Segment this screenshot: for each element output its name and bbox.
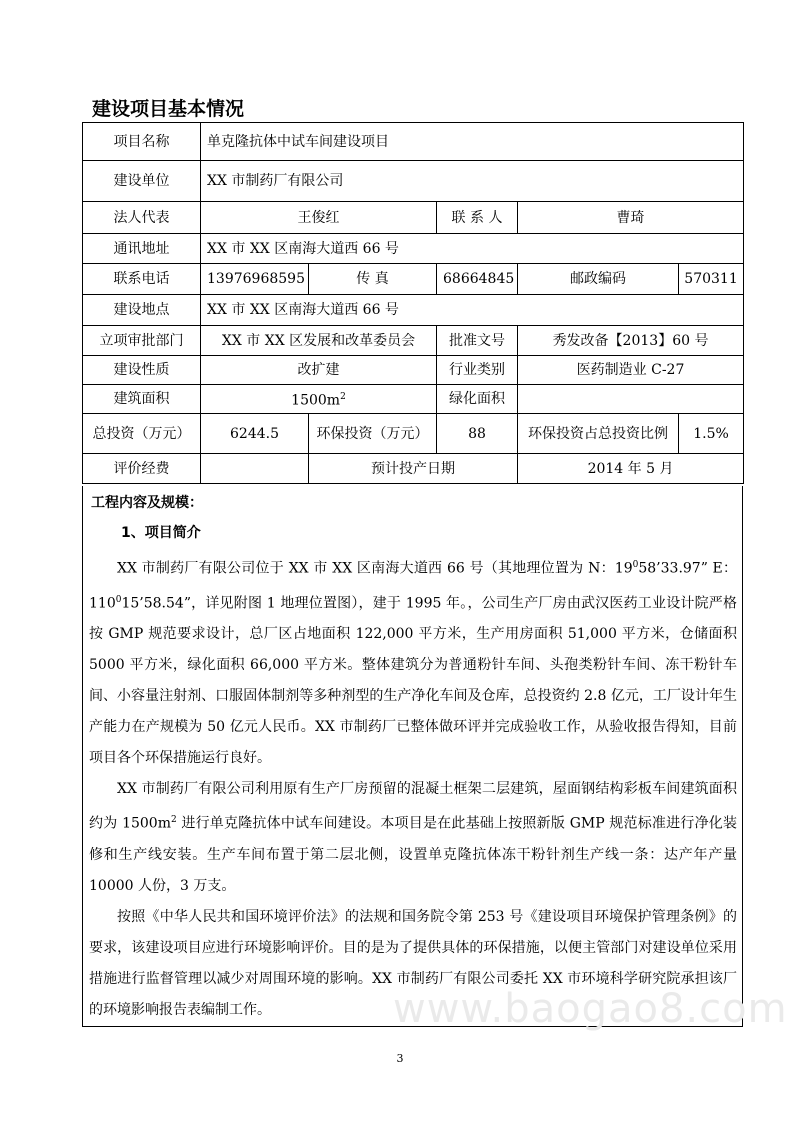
- env-invest-label: 环保投资（万元）: [309, 414, 437, 454]
- approval-dept-label: 立项审批部门: [83, 326, 201, 356]
- industry-label: 行业类别: [437, 356, 518, 385]
- production-date-value: 2014 年 5 月: [518, 454, 744, 484]
- fax-label: 传 真: [309, 264, 437, 295]
- fax-value: 68664845: [437, 264, 518, 295]
- approval-doc-label: 批准文号: [437, 326, 518, 356]
- builder-value: XX 市制药厂有限公司: [201, 161, 744, 202]
- site-label: 建设地点: [83, 295, 201, 326]
- builder-label: 建设单位: [83, 161, 201, 202]
- watermark: www.baogao8.com: [393, 986, 788, 1032]
- project-name-label: 项目名称: [83, 123, 201, 161]
- paragraph-1: XX 市制药厂有限公司位于 XX 市 XX 区南海大道西 66 号（其地理位置为 N：$19^058’33.97$” E：$110^015’58.54$”，详见附图 1 地理位置图），建于 1995 年。，公司生产厂房由武汉医药工业设计院严格按 GMP 规范要求设计，总厂区占地面积 122,000 平方米，生产用房面积 51,000 平方米，仓储面积 5000 平方米，绿化面积 66,000 平方米。整体建筑分为普通粉针车间、头孢类粉针车间、冻干粉针车间、小容量注射剂、口服固体制剂等多种剂型的生产净化车间及仓库，总投资约 2.8 亿元，工厂设计年生产能力在产规模为 50 亿元人民币。XX 市制药厂已整体做环评并完成验收工作，从验收报告得知，目前项目各个环保措施运行良好。: [89, 560, 738, 767]
- total-invest-label: 总投资（万元）: [83, 414, 201, 454]
- paragraph-2: XX 市制药厂有限公司利用原有生产厂房预留的混凝土框架二层建筑，屋面钢结构彩板车间建筑面积约为 $1500m^2$ 进行单克隆抗体中试车间建设。本项目是在此基础上按照新版 GMP 规范标准进行净化装修和生产线安装。生产车间布置于第二层北侧，设置单克隆抗体冻干粉针剂生产线一条：达产年产量 10000 人份，3 万支。: [89, 781, 737, 894]
- industry-value: 医药制造业 C-27: [518, 356, 744, 385]
- green-area-value: [518, 385, 744, 414]
- postcode-value: 570311: [679, 264, 744, 295]
- site-value: XX 市 XX 区南海大道西 66 号: [201, 295, 744, 326]
- total-invest-value: 6244.5: [201, 414, 309, 454]
- phone-value: 13976968595: [201, 264, 309, 295]
- contact-value: 曹琦: [518, 202, 744, 234]
- page-title: 建设项目基本情况: [92, 98, 245, 120]
- eval-fee-value: [201, 454, 309, 484]
- project-name-value: 单克隆抗体中试车间建设项目: [201, 123, 744, 161]
- postcode-label: 邮政编码: [518, 264, 679, 295]
- project-info-table: [82, 122, 744, 484]
- ratio-value: 1.5%: [679, 414, 744, 454]
- phone-label: 联系电话: [83, 264, 201, 295]
- address-label: 通讯地址: [83, 234, 201, 264]
- section-title: 工程内容及规模：: [91, 495, 203, 511]
- area-value: $1500m^2$: [201, 385, 437, 414]
- ratio-label: 环保投资占总投资比例: [518, 414, 679, 454]
- approval-dept-value: XX 市 XX 区发展和改革委员会: [201, 326, 437, 356]
- area-label: 建筑面积: [83, 385, 201, 414]
- project-content-section: [82, 486, 788, 1032]
- paragraph-3: 按照《中华人民共和国环境评价法》的法规和国务院令第 253 号《建设项目环境保护管理条例》的要求，该建设项目应进行环境影响评价。目的是为了提供具体的环保措施，以便主管部门对建设单位采用措施进行监督管理以减少对周围环境的影响。XX 市制药厂有限公司委托 XX 市环境科学研究院承担该厂的环境影响报告表编制工作。: [89, 908, 737, 1018]
- page-number: 3: [396, 1052, 404, 1065]
- eval-fee-label: 评价经费: [83, 454, 201, 484]
- legal-rep-label: 法人代表: [83, 202, 201, 234]
- nature-label: 建设性质: [83, 356, 201, 385]
- green-area-label: 绿化面积: [437, 385, 518, 414]
- env-invest-value: 88: [437, 414, 518, 454]
- approval-doc-value: 秀发改备【2013】60 号: [518, 326, 744, 356]
- subsection-title: 1、项目简介: [121, 525, 201, 541]
- paragraphs: [89, 550, 737, 1026]
- legal-rep-value: 王俊红: [201, 202, 437, 234]
- production-date-label: 预计投产日期: [309, 454, 518, 484]
- address-value: XX 市 XX 区南海大道西 66 号: [201, 234, 744, 264]
- nature-value: 改扩建: [201, 356, 437, 385]
- contact-label: 联 系 人: [437, 202, 518, 234]
